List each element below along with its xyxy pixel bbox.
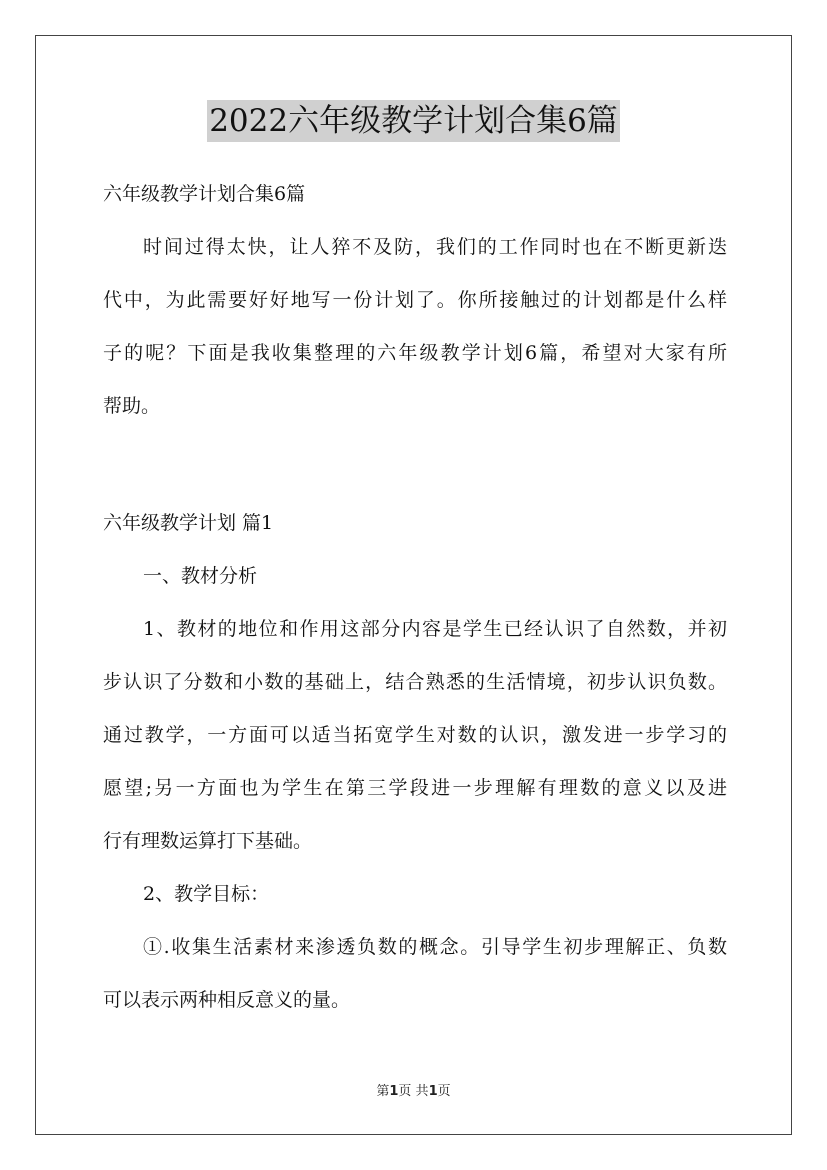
page-total: 1 — [428, 1084, 438, 1099]
paragraph-line: 子的呢？下面是我收集整理的六年级教学计划6篇，希望对大家有所 — [103, 342, 727, 364]
intro-paragraph — [103, 227, 727, 426]
paragraph-line: 1、教材的地位和作用这部分内容是学生已经认识了自然数，并初 — [143, 618, 727, 640]
section-subheading: 一、教材分析 — [143, 565, 258, 587]
document-body — [103, 174, 727, 1020]
section-heading: 六年级教学计划 篇1 — [103, 512, 274, 534]
page-footer — [0, 1080, 827, 1099]
paragraph-line: 步认识了分数和小数的基础上，结合熟悉的生活情境，初步认识负数。 — [103, 671, 727, 693]
paragraph-line: 愿望;另一方面也为学生在第三学段进一步理解有理数的意义以及进 — [103, 777, 727, 799]
analysis-paragraph — [103, 609, 727, 861]
page-number: 1 — [389, 1084, 399, 1099]
paragraph-line: 时间过得太快，让人猝不及防，我们的工作同时也在不断更新迭 — [143, 236, 727, 258]
goals-paragraph — [103, 927, 727, 1020]
page-mid: 页 共 — [398, 1084, 429, 1099]
paragraph-line: 帮助。 — [103, 395, 161, 417]
page-suffix: 页 — [437, 1084, 451, 1099]
paragraph-line: ①.收集生活素材来渗透负数的概念。引导学生初步理解正、负数 — [143, 936, 727, 958]
paragraph-line: 行有理数运算打下基础。 — [103, 830, 313, 852]
paragraph-line: 代中，为此需要好好地写一份计划了。你所接触过的计划都是什么样 — [103, 289, 727, 311]
document-subtitle: 六年级教学计划合集6篇 — [103, 183, 306, 205]
document-title: 2022六年级教学计划合集6篇 — [207, 100, 620, 142]
title-container — [0, 100, 827, 142]
page-prefix: 第 — [376, 1084, 390, 1099]
paragraph-line: 可以表示两种相反意义的量。 — [103, 989, 351, 1011]
paragraph-line: 通过教学，一方面可以适当拓宽学生对数的认识，激发进一步学习的 — [103, 724, 727, 746]
goals-heading: 2、教学目标： — [143, 883, 270, 905]
